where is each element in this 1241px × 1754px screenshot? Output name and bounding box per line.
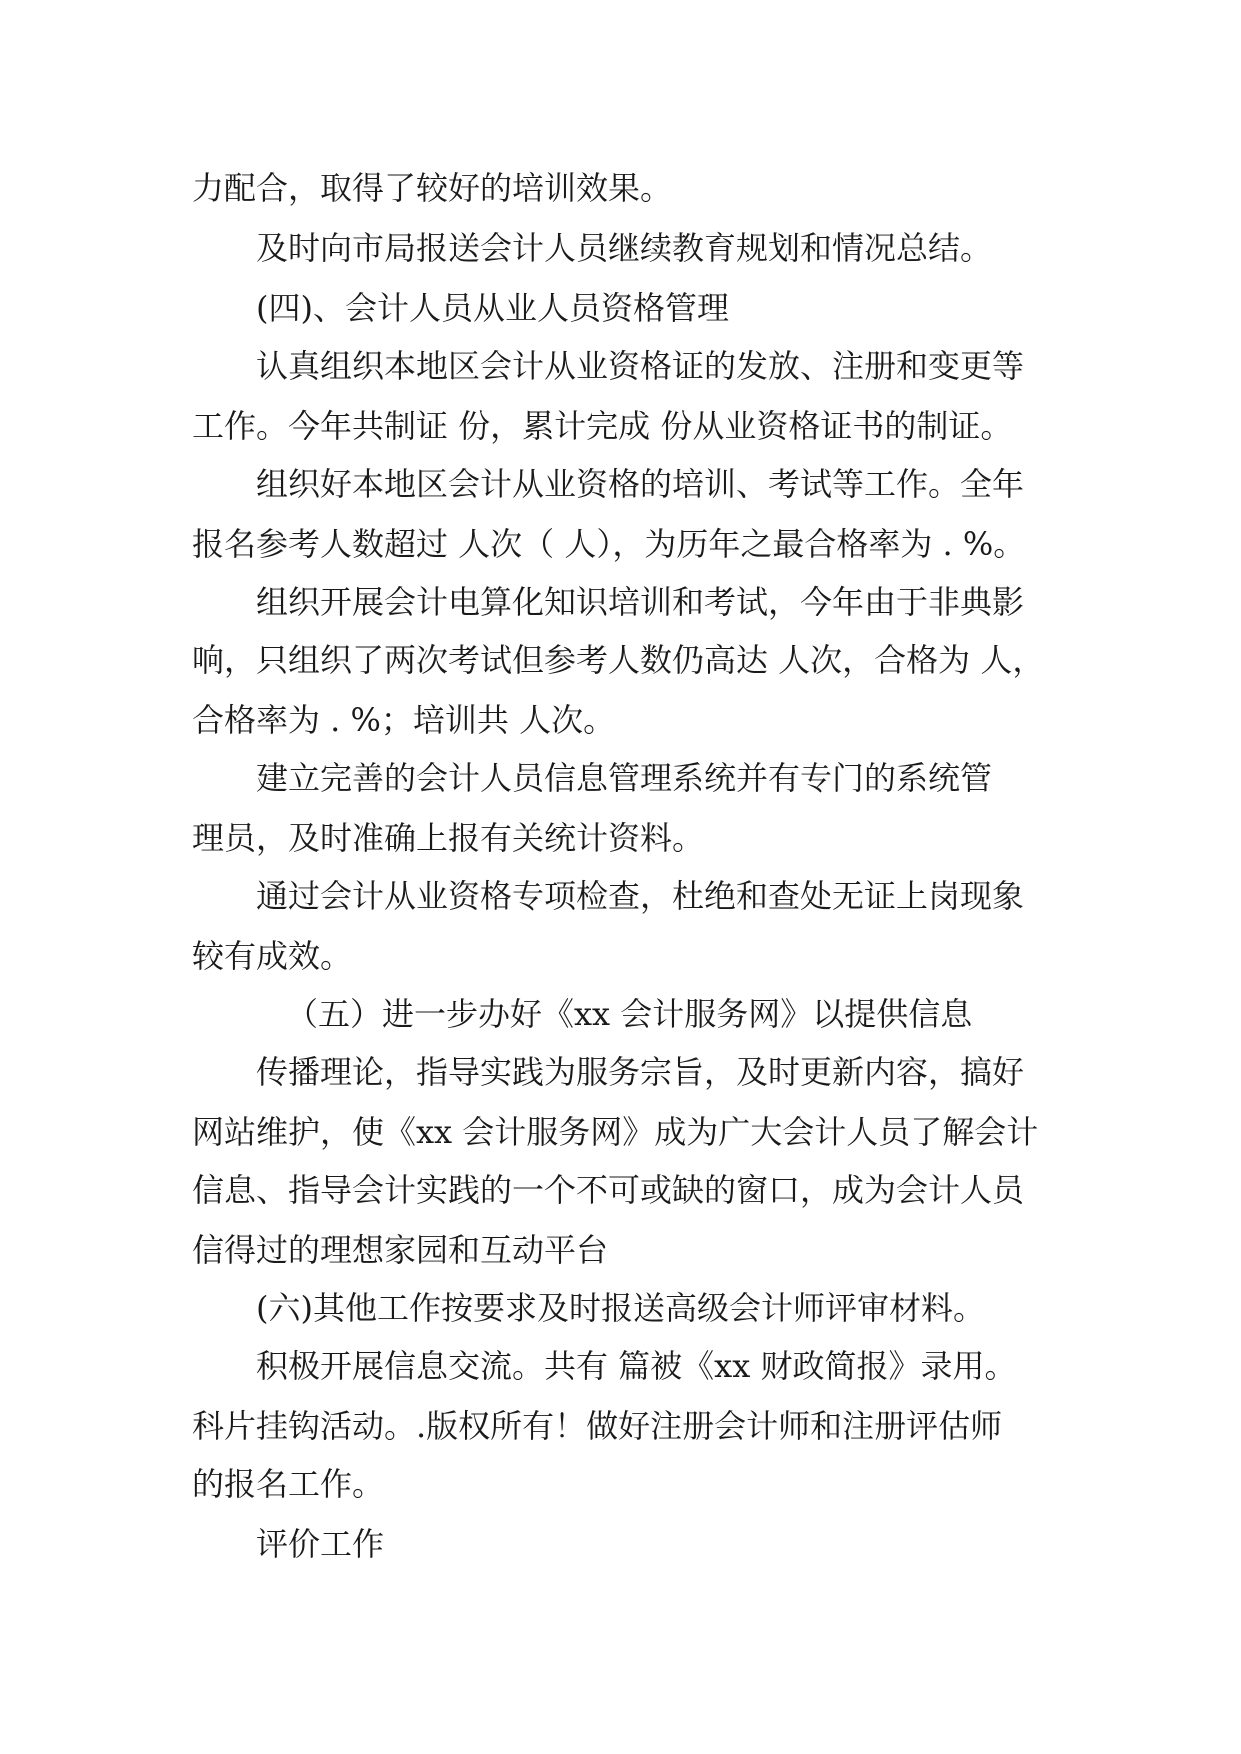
section-heading: (四)、会计人员从业人员资格管理 bbox=[256, 289, 729, 327]
paragraph-line: 报名参考人数超过 人次（ 人），为历年之最合格率为 . %。 bbox=[192, 525, 1026, 563]
paragraph-line: 较有成效。 bbox=[192, 937, 353, 975]
paragraph-line: 的报名工作。 bbox=[192, 1465, 385, 1503]
paragraph-line: 响，只组织了两次考试但参考人数仍高达 人次，合格为 人， bbox=[192, 641, 1045, 679]
section-heading: (六)其他工作按要求及时报送高级会计师评审材料。 bbox=[256, 1289, 985, 1327]
paragraph-line: 信得过的理想家园和互动平台 bbox=[192, 1231, 609, 1269]
paragraph-line: 认真组织本地区会计从业资格证的发放、注册和变更等 bbox=[256, 347, 1025, 385]
paragraph-line: 科片挂钩活动。.版权所有！做好注册会计师和注册评估师 bbox=[192, 1407, 1003, 1445]
paragraph-line: 组织好本地区会计从业资格的培训、考试等工作。全年 bbox=[256, 465, 1025, 503]
paragraph-line: 合格率为 . %；培训共 人次。 bbox=[192, 701, 616, 739]
paragraph-line: 建立完善的会计人员信息管理系统并有专门的系统管 bbox=[256, 759, 993, 797]
paragraph-line: 及时向市局报送会计人员继续教育规划和情况总结。 bbox=[256, 229, 993, 267]
section-heading: 评价工作 bbox=[256, 1525, 385, 1563]
paragraph-line: 传播理论，指导实践为服务宗旨，及时更新内容，搞好 bbox=[256, 1053, 1025, 1091]
paragraph-line: 信息、指导会计实践的一个不可或缺的窗口，成为会计人员 bbox=[192, 1171, 1025, 1209]
paragraph-line: 理员，及时准确上报有关统计资料。 bbox=[192, 819, 705, 857]
paragraph-line: 组织开展会计电算化知识培训和考试，今年由于非典影 bbox=[256, 583, 1025, 621]
paragraph-line: 通过会计从业资格专项检查，杜绝和查处无证上岗现象 bbox=[256, 877, 1025, 915]
paragraph-line: 工作。今年共制证 份，累计完成 份从业资格证书的制证。 bbox=[192, 407, 1013, 445]
section-heading: （五）进一步办好《xx 会计服务网》以提供信息 bbox=[286, 995, 973, 1033]
paragraph-line: 积极开展信息交流。共有 篇被《xx 财政简报》录用。 bbox=[256, 1347, 1017, 1385]
paragraph-line: 网站维护，使《xx 会计服务网》成为广大会计人员了解会计 bbox=[192, 1113, 1039, 1151]
paragraph-line: 力配合，取得了较好的培训效果。 bbox=[192, 169, 673, 207]
